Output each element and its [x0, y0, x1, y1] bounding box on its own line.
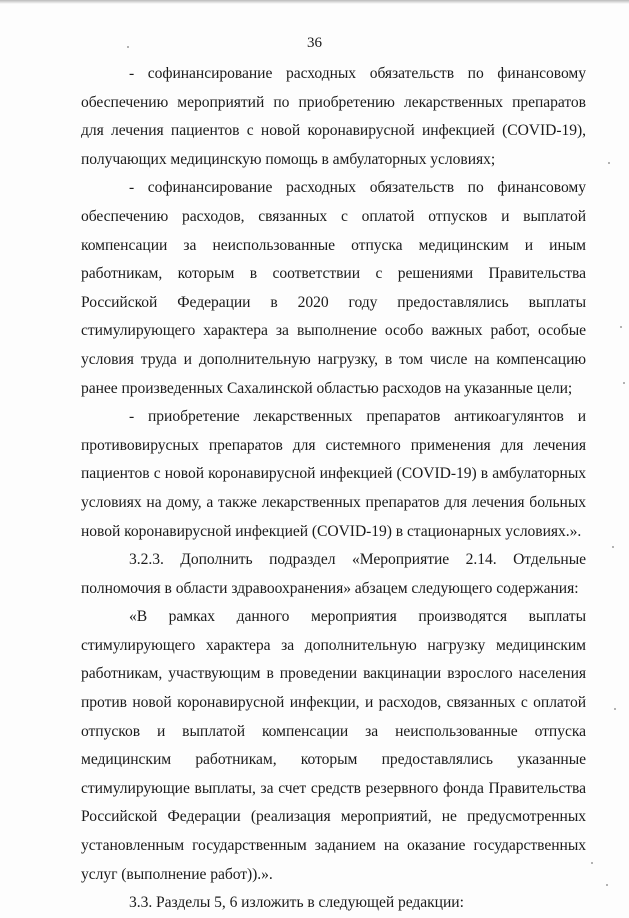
paragraph-subsection-2-14: 3.2.3. Дополнить подраздел «Мероприятие 2.14. Отдельные полномочия в области здравоохранения» абзацем следующего содержания: — [81, 551, 586, 597]
scan-speck — [127, 46, 129, 48]
paragraph-sections-5-6: 3.3. Разделы 5, 6 изложить в следующей редакции: — [129, 894, 464, 912]
paragraph-anticoagulants: - приобретение лекарственных препаратов антикоагулянтов и противовирусных препаратов для системного применения для лечения пациентов с новой коронавирусной инфекцией (COVID-19) в амбулаторных условиях на дому, а также лекарственных препаратов для лечения больных новой коронавирусной инфекцией (COVID-19) в стационарных условиях.». — [81, 408, 586, 540]
scan-speck — [591, 862, 593, 864]
scan-speck — [608, 162, 610, 164]
document-body — [81, 60, 586, 918]
scan-speck — [612, 546, 614, 548]
scan-speck — [614, 708, 616, 710]
page-number: 36 — [307, 35, 322, 51]
paragraph-cofinancing-medicines: - софинансирование расходных обязательств по финансовому обеспечению мероприятий по приобретению лекарственных препаратов для лечения пациентов с новой коронавирусной инфекцией (COVID-19), получающих медицинскую помощь в амбулаторных условиях; — [81, 65, 586, 168]
scan-top-edge — [0, 0, 629, 4]
scan-speck — [620, 326, 622, 328]
paragraph-cofinancing-vacations: - софинансирование расходных обязательств по финансовому обеспечению расходов, связанных с оплатой отпусков и выплатой компенсации за неиспользованные отпуска медицинским и иным работникам, которым в соответствии с решениями Правительства Российской Федерации в 2020 году предоставлялись выплаты стимулирующего характера за выполнение особо важных работ, особые условия труда и дополнительную нагрузку, в том числе на компенсацию ранее произведенных Сахалинской областью расходов на указанные цели; — [81, 179, 586, 397]
paragraph-quoted-addition: «В рамках данного мероприятия производятся выплаты стимулирующего характера за дополнительную нагрузку медицинским работникам, участвующим в проведении вакцинации взрослого населения против новой коронавирусной инфекции, и расходов, связанных с оплатой отпусков и выплатой компенсации за неиспользованные отпуска медицинским работникам, которым предоставлялись указанные стимулирующие выплаты, за счет средств резервного фонда Правительства Российской Федерации (реализация мероприятий, не предусмотренных установленным государственным заданием на оказание государственных услуг (выполнение работ)).». — [81, 608, 586, 883]
scan-speck — [623, 382, 625, 384]
scan-speck — [606, 884, 608, 886]
